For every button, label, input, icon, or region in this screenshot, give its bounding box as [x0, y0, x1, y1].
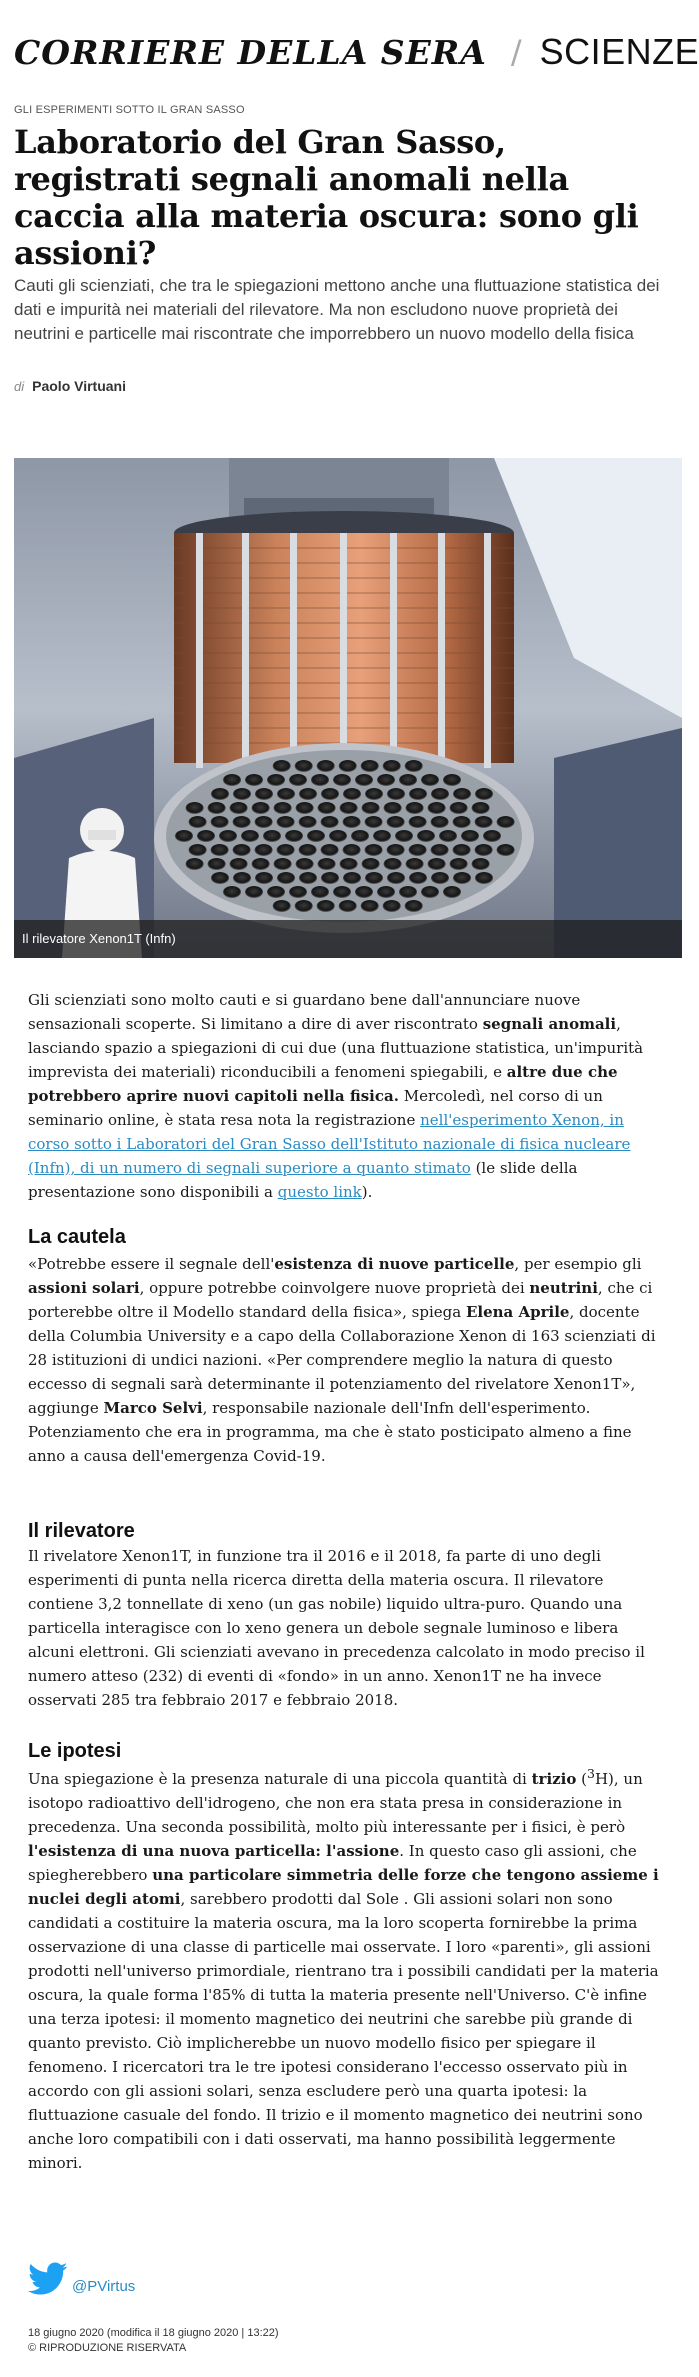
pmt-sensor [274, 802, 292, 814]
text-run: , sarebbero prodotti dal Sole . Gli assioni solari non sono candidati a costituire la materia oscura, ma la loro scoperta fornirebbe la prima osservazione di una classe di particelle mai osservate. I loro «parenti», gli assioni prodotti nell'universo primordiale, rientrano tra i possibili candidati per la materia oscura, la quale forma l'85% di tutta la materia presente nell'Universo. C'è infine una terza ipotesi: il momento magnetico dei neutrini che sarebbe più grande di quanto previsto. Ciò implicherebbe un nuovo modello fisico per spiegare il fenomeno. I ricercatori tra le tre ipotesi considerano l'eccesso osservato più in accordo con gli assioni solari, senza escludere però una quarta ipotesi: la fluttuazione casuale del fondo. Il trizio e il momento magnetico dei neutrini sono anche loro compatibili con i dati osservati, ma hanno possibilità leggermente minori. [28, 1890, 659, 2172]
pmt-sensor [255, 788, 273, 800]
pmt-sensor [233, 816, 251, 828]
detector-illustration [14, 458, 682, 958]
pmt-sensor [384, 802, 402, 814]
pmt-sensor [223, 774, 241, 786]
pmt-sensor [343, 788, 361, 800]
text-run: . In questo caso gli assioni, che spiegherebbero [28, 1842, 637, 1884]
pmt-sensor [475, 816, 493, 828]
pmt-sensor [274, 858, 292, 870]
pmt-sensor [219, 830, 237, 842]
pmt-sensor [223, 886, 241, 898]
pmt-sensor [208, 802, 226, 814]
pmt-sensor [406, 858, 424, 870]
bold-run: una particolare simmetria delle forze che tengono assieme i nuclei degli atomi [28, 1866, 659, 1908]
article-subtitle: Cauti gli scienziati, che tra le spiegazioni mettono anche una fluttuazione statistica dei dati e impurità nei materiali del rilevatore. Ma non escludono nuove proprietà dei neutrini e particelle mai riscontrate che imporrebbero un nuovo modello della fisica [14, 276, 660, 343]
byline-prefix: di [14, 379, 25, 394]
pmt-sensor [299, 788, 317, 800]
pmt-sensor [361, 900, 379, 912]
pmt-sensor [289, 886, 307, 898]
pmt-sensor [355, 774, 373, 786]
text-run: (le slide della presentazione sono disponibili a [28, 1159, 578, 1201]
bold-run: neutrini [529, 1279, 598, 1297]
pmt-sensor [439, 830, 457, 842]
pmt-sensor [311, 886, 329, 898]
section-link[interactable]: SCIENZE [539, 31, 699, 72]
pmt-sensor [395, 830, 413, 842]
pmt-sensor [252, 802, 270, 814]
heading-cautela: La cautela [28, 1226, 126, 1248]
text-run: Una spiegazione è la presenza naturale di una piccola quantità di [28, 1770, 532, 1788]
pmt-sensor [340, 802, 358, 814]
corriere-logo[interactable]: CORRIERE DELLA SERA [14, 32, 487, 72]
twitter-handle[interactable]: @PVirtus [72, 2277, 136, 2295]
pmt-sensor [263, 830, 281, 842]
pmt-sensor [377, 774, 395, 786]
photo-caption: Il rilevatore Xenon1T (Infn) [14, 920, 682, 958]
pmt-sensor [475, 788, 493, 800]
pmt-sensor [453, 816, 471, 828]
pmt-sensor [343, 816, 361, 828]
pmt-sensor [339, 900, 357, 912]
pmt-sensor [453, 844, 471, 856]
pmt-sensor [417, 830, 435, 842]
pmt-sensor [296, 858, 314, 870]
pmt-sensor [365, 872, 383, 884]
pmt-sensor [387, 844, 405, 856]
pmt-sensor [383, 900, 401, 912]
bold-run: segnali anomali [482, 1015, 617, 1033]
bold-run: trizio [531, 1770, 577, 1788]
pmt-sensor [230, 858, 248, 870]
pmt-sensor [409, 844, 427, 856]
pmt-sensor [361, 760, 379, 772]
pmt-sensor [233, 788, 251, 800]
twitter-bird-icon[interactable] [28, 2262, 68, 2296]
pmt-sensor [175, 830, 193, 842]
pmt-sensor [443, 774, 461, 786]
pmt-sensor [245, 774, 263, 786]
lead-photo[interactable] [14, 458, 682, 958]
paragraph-cautela [28, 1252, 668, 1518]
pmt-sensor [450, 802, 468, 814]
pmt-sensor [317, 900, 335, 912]
pmt-sensor [387, 872, 405, 884]
pmt-sensor [267, 886, 285, 898]
pmt-sensor [333, 774, 351, 786]
pmt-sensor [241, 830, 259, 842]
pmt-sensor [186, 858, 204, 870]
pmt-sensor [255, 816, 273, 828]
pmt-sensor [311, 774, 329, 786]
pmt-sensor [383, 760, 401, 772]
pmt-sensor [431, 788, 449, 800]
pmt-sensor [453, 872, 471, 884]
pmt-sensor [230, 802, 248, 814]
superscript: 3 [587, 1766, 595, 1781]
heading-rilevatore: Il rilevatore [28, 1520, 135, 1542]
pmt-sensor [321, 872, 339, 884]
pmt-sensor [405, 900, 423, 912]
pmt-sensor [421, 886, 439, 898]
pmt-sensor [273, 900, 291, 912]
pmt-sensor [428, 858, 446, 870]
pmt-sensor [296, 802, 314, 814]
xenon-experiment-link[interactable]: nell'esperimento Xenon, in corso sotto i Laboratori del Gran Sasso dell'Istituto nazionale di fisica nucleare (Infn), di un numero di segnali superiore a quanto stimato [28, 1111, 631, 1177]
pmt-sensor [318, 802, 336, 814]
pmt-sensor [443, 886, 461, 898]
pmt-sensor [431, 844, 449, 856]
pmt-sensor [362, 858, 380, 870]
pmt-sensor [321, 816, 339, 828]
text-run: , per esempio gli [514, 1255, 642, 1273]
pmt-sensor [252, 858, 270, 870]
bold-run: Marco Selvi [103, 1399, 203, 1417]
pmt-sensor [339, 760, 357, 772]
pmt-sensor [321, 844, 339, 856]
pmt-sensor [431, 816, 449, 828]
pmt-sensor [497, 816, 515, 828]
article-body [28, 988, 668, 2172]
copyright: © RIPRODUZIONE RISERVATA [28, 2342, 187, 2354]
pmt-sensor [377, 886, 395, 898]
text-run: , lasciando spazio a spiegazioni di cui due (una fluttuazione statistica, un'impurità imprevista dei materiali) riconducibili a fenomeni spiegabili, e [28, 1015, 644, 1081]
article-headline: Laboratorio del Gran Sasso, registrati segnali anomali nella caccia alla materia oscura: sono gli assioni? [14, 123, 639, 272]
pmt-sensor [421, 774, 439, 786]
text-run: Mercoledì, nel corso di un seminario online, è stata resa nota la registrazione [28, 1087, 603, 1129]
pmt-sensor [211, 844, 229, 856]
pmt-sensor [211, 816, 229, 828]
pmt-sensor [273, 760, 291, 772]
pmt-sensor [295, 760, 313, 772]
pmt-sensor [321, 788, 339, 800]
heading-ipotesi: Le ipotesi [28, 1740, 122, 1762]
pmt-sensor [318, 858, 336, 870]
pmt-sensor [431, 872, 449, 884]
pmt-sensor [387, 788, 405, 800]
pmt-sensor [355, 886, 373, 898]
pmt-sensor [233, 844, 251, 856]
pmt-sensor [399, 886, 417, 898]
pmt-sensor [189, 844, 207, 856]
pmt-sensor [245, 886, 263, 898]
pmt-sensor [233, 872, 251, 884]
text-run: H), un isotopo radioattivo dell'idrogeno, che non era stata presa in considerazione in precedenza. Una seconda possibilità, molto più interessante per i fisici, è però [28, 1770, 643, 1836]
pmt-sensor [277, 844, 295, 856]
pmt-sensor [285, 830, 303, 842]
pmt-sensor [365, 788, 383, 800]
pmt-sensor [472, 802, 490, 814]
pmt-sensor [277, 816, 295, 828]
text-run: , docente della Columbia University e a capo della Collaborazione Xenon di 163 scienziati di 28 istituzioni di undici nazioni. «Per comprendere meglio la natura di questo eccesso di segnali sarà determinante il potenziamento del rivelatore Xenon1T», aggiunge [28, 1303, 656, 1417]
pmt-sensor [409, 788, 427, 800]
pmt-sensor [277, 788, 295, 800]
text-run: ( [576, 1770, 587, 1788]
paragraph-rilevatore: Il rivelatore Xenon1T, in funzione tra il 2016 e il 2018, fa parte di uno degli esperimenti di punta nella ricerca diretta della materia oscura. Il rilevatore contiene 3,2 tonnellate di xeno (un gas nobile) liquido ultra-puro. Quando una particella interagisce con lo xeno genera un debole segnale luminoso e libera alcuni elettroni. Gli scienziati avevano in precedenza calcolato in modo preciso il numero atteso (232) di eventi di «fondo» in un anno. Xenon1T ne ha invece osservati 285 tra febbraio 2017 e febbraio 2018. [28, 1547, 645, 1709]
pmt-sensor [428, 802, 446, 814]
byline [14, 378, 126, 394]
text-run: Gli scienziati sono molto cauti e si guardano bene dall'annunciare nuove sensazionali scoperte. Si limitano a dire di aver riscontrato [28, 991, 581, 1033]
pmt-sensor [453, 788, 471, 800]
text-run: ). [361, 1183, 373, 1201]
pmt-sensor [343, 872, 361, 884]
pmt-sensor [475, 844, 493, 856]
pmt-sensor [373, 830, 391, 842]
pmt-sensor [340, 858, 358, 870]
bold-run: l'esistenza di una nuova particella: l'assione [28, 1842, 400, 1860]
pmt-sensor [362, 802, 380, 814]
pmt-sensor [295, 900, 313, 912]
pmt-sensor [267, 774, 285, 786]
slides-link[interactable]: questo link [277, 1183, 362, 1201]
bold-run: esistenza di nuove particelle [274, 1255, 515, 1273]
article-meta [28, 2326, 279, 2356]
pmt-sensor [365, 844, 383, 856]
pmt-sensor [299, 844, 317, 856]
pmt-sensor [317, 760, 335, 772]
pmt-sensor [450, 858, 468, 870]
pmt-sensor [255, 844, 273, 856]
pmt-sensor [299, 872, 317, 884]
pmt-sensor [472, 858, 490, 870]
pmt-sensor [299, 816, 317, 828]
pmt-sensor [387, 816, 405, 828]
pmt-sensor [365, 816, 383, 828]
pmt-sensor [211, 872, 229, 884]
paragraph-ipotesi [28, 1762, 668, 2172]
publish-date: 18 giugno 2020 (modifica il 18 giugno 2020 | 13:22) [28, 2327, 279, 2339]
pmt-sensor [461, 830, 479, 842]
pmt-sensor [186, 802, 204, 814]
pmt-sensor [255, 872, 273, 884]
pmt-sensor [475, 872, 493, 884]
text-run: , che ci porterebbe oltre il Modello standard della fisica», spiega [28, 1279, 653, 1321]
pmt-sensor [483, 830, 501, 842]
pmt-sensor [409, 872, 427, 884]
pmt-sensor [211, 788, 229, 800]
pmt-sensor [277, 872, 295, 884]
article-kicker: GLI ESPERIMENTI SOTTO IL GRAN SASSO [14, 104, 245, 116]
bold-run: Elena Aprile [465, 1303, 570, 1321]
pmt-sensor [497, 844, 515, 856]
pmt-sensor [343, 844, 361, 856]
bold-run: altre due che potrebbero aprire nuovi capitoli nella fisica. [28, 1063, 618, 1105]
pmt-sensor [405, 760, 423, 772]
pmt-sensor [399, 774, 417, 786]
twitter-follow[interactable] [28, 2262, 135, 2296]
text-run: «Potrebbe essere il segnale dell' [28, 1255, 275, 1273]
text-run: , oppure potrebbe coinvolgere nuove proprietà dei [139, 1279, 530, 1297]
pmt-sensor [351, 830, 369, 842]
pmt-sensor [329, 830, 347, 842]
pmt-sensor [333, 886, 351, 898]
pmt-sensor [406, 802, 424, 814]
text-run: , responsabile nazionale dell'Infn dell'esperimento. Potenziamento che era in programma, ma che è stato posticipato almeno a fine anno a causa dell'emergenza Covid-19. [28, 1399, 632, 1465]
paragraph-intro [28, 988, 668, 1224]
bold-run: assioni solari [28, 1279, 140, 1297]
pmt-sensor [197, 830, 215, 842]
author-name[interactable]: Paolo Virtuani [32, 378, 126, 394]
pmt-sensor [289, 774, 307, 786]
masthead-separator: / [510, 33, 522, 71]
pmt-sensor [409, 816, 427, 828]
pmt-sensor [189, 816, 207, 828]
pmt-sensor [208, 858, 226, 870]
pmt-sensor [307, 830, 325, 842]
pmt-sensor [384, 858, 402, 870]
